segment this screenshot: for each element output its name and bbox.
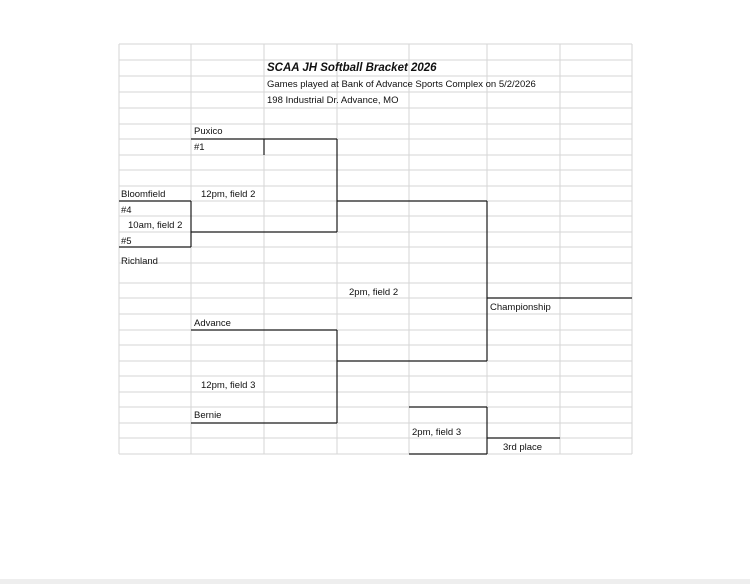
seed-1: #1 [194, 142, 205, 153]
game-label-12pm-field3: 12pm, field 3 [201, 380, 256, 391]
seed-5: #5 [121, 236, 132, 247]
team-bernie: Bernie [194, 410, 222, 421]
seed-4: #4 [121, 205, 132, 216]
page-title: SCAA JH Softball Bracket 2026 [267, 62, 437, 74]
third-place-label: 3rd place [503, 442, 543, 453]
game-label-12pm-field2: 12pm, field 2 [201, 189, 256, 200]
bottom-bar [0, 579, 750, 584]
game-label-2pm-field2: 2pm, field 2 [349, 287, 399, 298]
venue-address: 198 Industrial Dr. Advance, MO [267, 95, 399, 106]
game-label-2pm-field3: 2pm, field 3 [412, 427, 462, 438]
team-richland: Richland [121, 256, 158, 267]
team-advance: Advance [194, 318, 231, 329]
team-puxico: Puxico [194, 126, 223, 137]
game-label-10am-field2: 10am, field 2 [128, 220, 183, 231]
venue-subtitle: Games played at Bank of Advance Sports Complex on 5/2/2026 [267, 79, 536, 90]
team-bloomfield: Bloomfield [121, 189, 166, 200]
championship-label: Championship [490, 302, 551, 313]
